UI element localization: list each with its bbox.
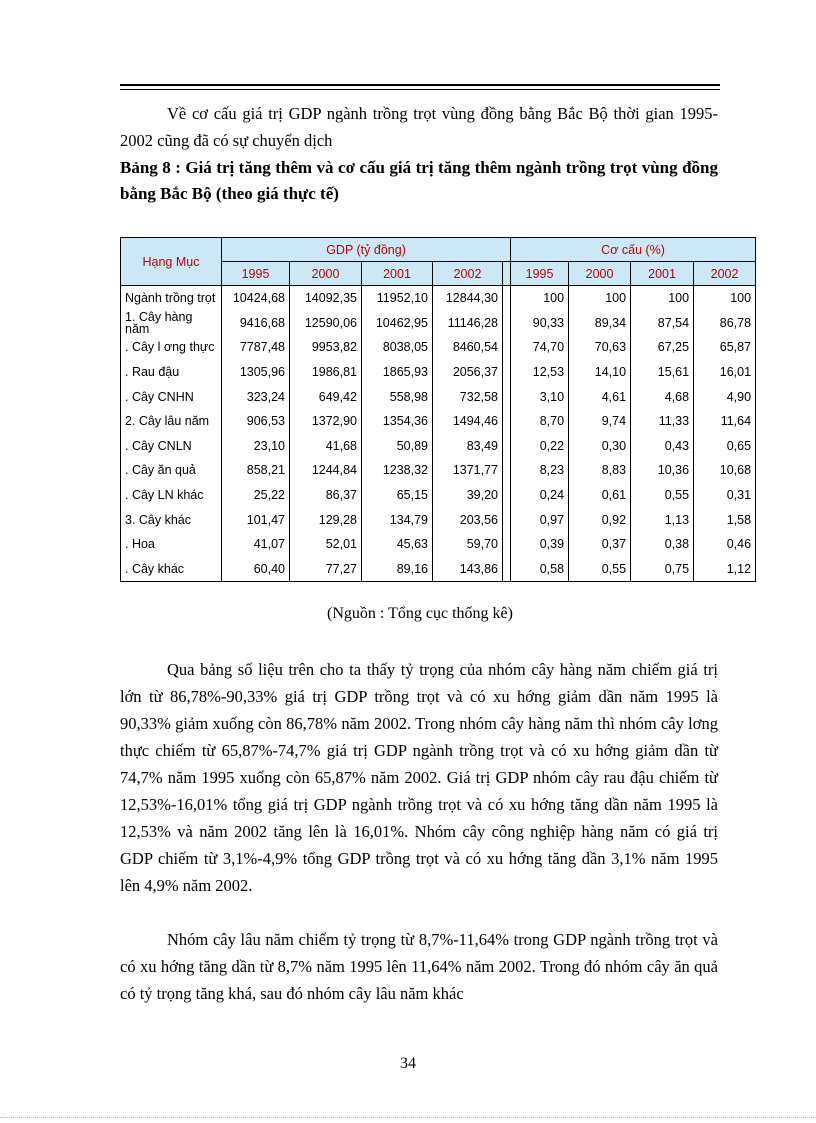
gdp-value-cell: 86,37 xyxy=(290,483,362,508)
gdp-year-header: 1995 xyxy=(222,262,290,286)
gdp-value-cell: 11952,10 xyxy=(362,286,433,311)
table-row xyxy=(121,286,756,311)
gdp-value-cell: 12590,06 xyxy=(290,311,362,336)
gdp-value-cell: 89,16 xyxy=(362,557,433,582)
table-row xyxy=(121,335,756,360)
row-label: . Cây CNHN xyxy=(121,384,222,409)
table-row xyxy=(121,409,756,434)
structure-value-cell: 0,22 xyxy=(511,434,569,459)
structure-value-cell: 4,68 xyxy=(631,384,694,409)
structure-value-cell: 12,53 xyxy=(511,360,569,385)
data-table xyxy=(120,237,756,582)
gdp-value-cell: 60,40 xyxy=(222,557,290,582)
structure-value-cell: 0,58 xyxy=(511,557,569,582)
gap-cell xyxy=(503,335,511,360)
structure-value-cell: 0,39 xyxy=(511,532,569,557)
gdp-value-cell: 83,49 xyxy=(433,434,503,459)
row-label: 3. Cây khác xyxy=(121,507,222,532)
gdp-value-cell: 1244,84 xyxy=(290,458,362,483)
gdp-group-header: GDP (tỷ đồng) xyxy=(222,238,511,262)
gap-cell xyxy=(503,434,511,459)
row-label: 2. Cây lâu năm xyxy=(121,409,222,434)
structure-value-cell: 14,10 xyxy=(569,360,631,385)
structure-value-cell: 100 xyxy=(694,286,756,311)
structure-value-cell: 0,43 xyxy=(631,434,694,459)
row-label: . Cây LN khác xyxy=(121,483,222,508)
gdp-value-cell: 8038,05 xyxy=(362,335,433,360)
header-rule-thick xyxy=(120,84,720,86)
structure-value-cell: 0,30 xyxy=(569,434,631,459)
gap-cell xyxy=(503,360,511,385)
structure-year-header: 2001 xyxy=(631,262,694,286)
structure-value-cell: 0,97 xyxy=(511,507,569,532)
table-row xyxy=(121,458,756,483)
table-row xyxy=(121,360,756,385)
structure-value-cell: 74,70 xyxy=(511,335,569,360)
table-row xyxy=(121,483,756,508)
structure-value-cell: 0,65 xyxy=(694,434,756,459)
structure-value-cell: 1,13 xyxy=(631,507,694,532)
table-source: (Nguồn : Tổng cục thống kê) xyxy=(327,605,513,622)
gdp-value-cell: 2056,37 xyxy=(433,360,503,385)
structure-value-cell: 8,70 xyxy=(511,409,569,434)
row-header-cell: Hạng Mục xyxy=(121,238,222,286)
gdp-value-cell: 45,63 xyxy=(362,532,433,557)
gdp-value-cell: 134,79 xyxy=(362,507,433,532)
structure-group-header: Cơ cấu (%) xyxy=(511,238,756,262)
table-row xyxy=(121,532,756,557)
structure-value-cell: 0,46 xyxy=(694,532,756,557)
gdp-value-cell: 1986,81 xyxy=(290,360,362,385)
gdp-value-cell: 77,27 xyxy=(290,557,362,582)
row-label: 1. Cây hàng năm xyxy=(121,311,222,336)
gdp-value-cell: 7787,48 xyxy=(222,335,290,360)
structure-value-cell: 100 xyxy=(569,286,631,311)
structure-value-cell: 100 xyxy=(511,286,569,311)
structure-value-cell: 4,90 xyxy=(694,384,756,409)
row-label: . Cây khác xyxy=(121,557,222,582)
gdp-value-cell: 14092,35 xyxy=(290,286,362,311)
gap-cell xyxy=(503,507,511,532)
structure-value-cell: 70,63 xyxy=(569,335,631,360)
structure-value-cell: 10,68 xyxy=(694,458,756,483)
gdp-value-cell: 23,10 xyxy=(222,434,290,459)
gdp-value-cell: 858,21 xyxy=(222,458,290,483)
gdp-value-cell: 1305,96 xyxy=(222,360,290,385)
structure-value-cell: 0,92 xyxy=(569,507,631,532)
gdp-value-cell: 41,68 xyxy=(290,434,362,459)
structure-year-header: 1995 xyxy=(511,262,569,286)
structure-value-cell: 67,25 xyxy=(631,335,694,360)
gdp-value-cell: 12844,30 xyxy=(433,286,503,311)
structure-value-cell: 3,10 xyxy=(511,384,569,409)
structure-value-cell: 9,74 xyxy=(569,409,631,434)
gdp-value-cell: 1372,90 xyxy=(290,409,362,434)
gdp-value-cell: 1354,36 xyxy=(362,409,433,434)
gdp-value-cell: 59,70 xyxy=(433,532,503,557)
gdp-value-cell: 11146,28 xyxy=(433,311,503,336)
structure-value-cell: 16,01 xyxy=(694,360,756,385)
structure-value-cell: 87,54 xyxy=(631,311,694,336)
table-row xyxy=(121,507,756,532)
gdp-value-cell: 732,58 xyxy=(433,384,503,409)
gdp-year-header: 2000 xyxy=(290,262,362,286)
gdp-value-cell: 1238,32 xyxy=(362,458,433,483)
gdp-value-cell: 10462,95 xyxy=(362,311,433,336)
structure-year-header: 2002 xyxy=(694,262,756,286)
gdp-value-cell: 1371,77 xyxy=(433,458,503,483)
gdp-value-cell: 143,86 xyxy=(433,557,503,582)
structure-value-cell: 10,36 xyxy=(631,458,694,483)
gdp-value-cell: 10424,68 xyxy=(222,286,290,311)
table-body xyxy=(121,286,756,582)
intro-paragraph: Về cơ cấu giá trị GDP ngành trồng trọt vùng đồng bằng Bắc Bộ thời gian 1995-2002 cũng đã có sự chuyển dịch xyxy=(120,104,718,150)
row-label: . Cây l ơng thực xyxy=(121,335,222,360)
gdp-value-cell: 8460,54 xyxy=(433,335,503,360)
gdp-value-cell: 129,28 xyxy=(290,507,362,532)
gdp-year-header: 2002 xyxy=(433,262,503,286)
gdp-value-cell: 65,15 xyxy=(362,483,433,508)
gdp-value-cell: 25,22 xyxy=(222,483,290,508)
structure-value-cell: 0,38 xyxy=(631,532,694,557)
gdp-value-cell: 323,24 xyxy=(222,384,290,409)
gap-cell xyxy=(503,532,511,557)
gap-cell xyxy=(503,384,511,409)
structure-value-cell: 0,61 xyxy=(569,483,631,508)
page-number: 34 xyxy=(400,1055,416,1072)
table-caption: Bảng 8 : Giá trị tăng thêm và cơ cấu giá trị tăng thêm ngành trồng trọt vùng đồng bằng Bắc Bộ (theo giá thực tế) xyxy=(120,158,718,203)
structure-value-cell: 11,33 xyxy=(631,409,694,434)
data-table-wrapper xyxy=(120,237,755,582)
table-row xyxy=(121,384,756,409)
structure-value-cell: 1,58 xyxy=(694,507,756,532)
structure-value-cell: 65,87 xyxy=(694,335,756,360)
gap-cell xyxy=(503,409,511,434)
row-label: . Cây CNLN xyxy=(121,434,222,459)
body-paragraph-2: Nhóm cây lâu năm chiếm tỷ trọng từ 8,7%-11,64% trong GDP ngành trồng trọt và có xu hớng tăng dần từ 8,7% năm 1995 lên 11,64% năm 2002. Trong đó nhóm cây ăn quả có tỷ trọng tăng khá, sau đó nhóm cây lâu năm khác xyxy=(120,930,718,1003)
gap-cell xyxy=(503,483,511,508)
structure-value-cell: 89,34 xyxy=(569,311,631,336)
header-rule-thin xyxy=(120,89,720,90)
gdp-value-cell: 52,01 xyxy=(290,532,362,557)
structure-value-cell: 8,23 xyxy=(511,458,569,483)
row-label: Ngành trồng trọt xyxy=(121,286,222,311)
table-row xyxy=(121,557,756,582)
gdp-value-cell: 1494,46 xyxy=(433,409,503,434)
header-gap-cell xyxy=(503,262,511,286)
gdp-value-cell: 9416,68 xyxy=(222,311,290,336)
structure-value-cell: 86,78 xyxy=(694,311,756,336)
gap-cell xyxy=(503,557,511,582)
structure-value-cell: 11,64 xyxy=(694,409,756,434)
structure-value-cell: 8,83 xyxy=(569,458,631,483)
gdp-value-cell: 558,98 xyxy=(362,384,433,409)
structure-value-cell: 1,12 xyxy=(694,557,756,582)
gdp-value-cell: 649,42 xyxy=(290,384,362,409)
gap-cell xyxy=(503,458,511,483)
structure-value-cell: 0,31 xyxy=(694,483,756,508)
table-row xyxy=(121,311,756,336)
gdp-value-cell: 39,20 xyxy=(433,483,503,508)
gdp-value-cell: 203,56 xyxy=(433,507,503,532)
structure-value-cell: 90,33 xyxy=(511,311,569,336)
structure-value-cell: 100 xyxy=(631,286,694,311)
gdp-value-cell: 906,53 xyxy=(222,409,290,434)
structure-value-cell: 0,37 xyxy=(569,532,631,557)
structure-year-header: 2000 xyxy=(569,262,631,286)
structure-value-cell: 0,55 xyxy=(569,557,631,582)
gdp-value-cell: 101,47 xyxy=(222,507,290,532)
gdp-value-cell: 50,89 xyxy=(362,434,433,459)
structure-value-cell: 0,75 xyxy=(631,557,694,582)
row-label: . Hoa xyxy=(121,532,222,557)
gdp-value-cell: 41,07 xyxy=(222,532,290,557)
structure-value-cell: 0,55 xyxy=(631,483,694,508)
gap-cell xyxy=(503,311,511,336)
body-paragraph-1: Qua bảng số liệu trên cho ta thấy tỷ trọng của nhóm cây hàng năm chiếm giá trị lớn từ 86,78%-90,33% giá trị GDP trồng trọt và có xu hớng giảm dần năm 1995 là 90,33% giảm xuống còn 86,78% năm 2002. Trong nhóm cây hàng năm thì nhóm cây lơng thực chiếm từ 65,87%-74,7% giá trị GDP ngành trồng trọt và có xu hớng giảm dần từ 74,7% năm 1995 xuống còn 65,87% năm 2002. Giá trị GDP nhóm cây rau đậu chiếm từ 12,53%-16,01% tổng giá trị GDP ngành trồng trọt và có xu hớng tăng dần năm 1995 là 12,53% và năm 2002 tăng lên là 16,01%. Nhóm cây công nghiệp hàng năm có giá trị GDP chiếm từ 3,1%-4,9% tổng GDP trồng trọt và có xu hớng tăng dần 3,1% năm 1995 lên 4,9% năm 2002. xyxy=(120,660,718,895)
structure-value-cell: 0,24 xyxy=(511,483,569,508)
gap-cell xyxy=(503,286,511,311)
gdp-year-header: 2001 xyxy=(362,262,433,286)
row-label: . Rau đậu xyxy=(121,360,222,385)
gdp-value-cell: 9953,82 xyxy=(290,335,362,360)
page-bottom-dotted-line xyxy=(0,1117,816,1118)
gdp-value-cell: 1865,93 xyxy=(362,360,433,385)
structure-value-cell: 4,61 xyxy=(569,384,631,409)
structure-value-cell: 15,61 xyxy=(631,360,694,385)
row-label: . Cây ăn quả xyxy=(121,458,222,483)
table-row xyxy=(121,434,756,459)
